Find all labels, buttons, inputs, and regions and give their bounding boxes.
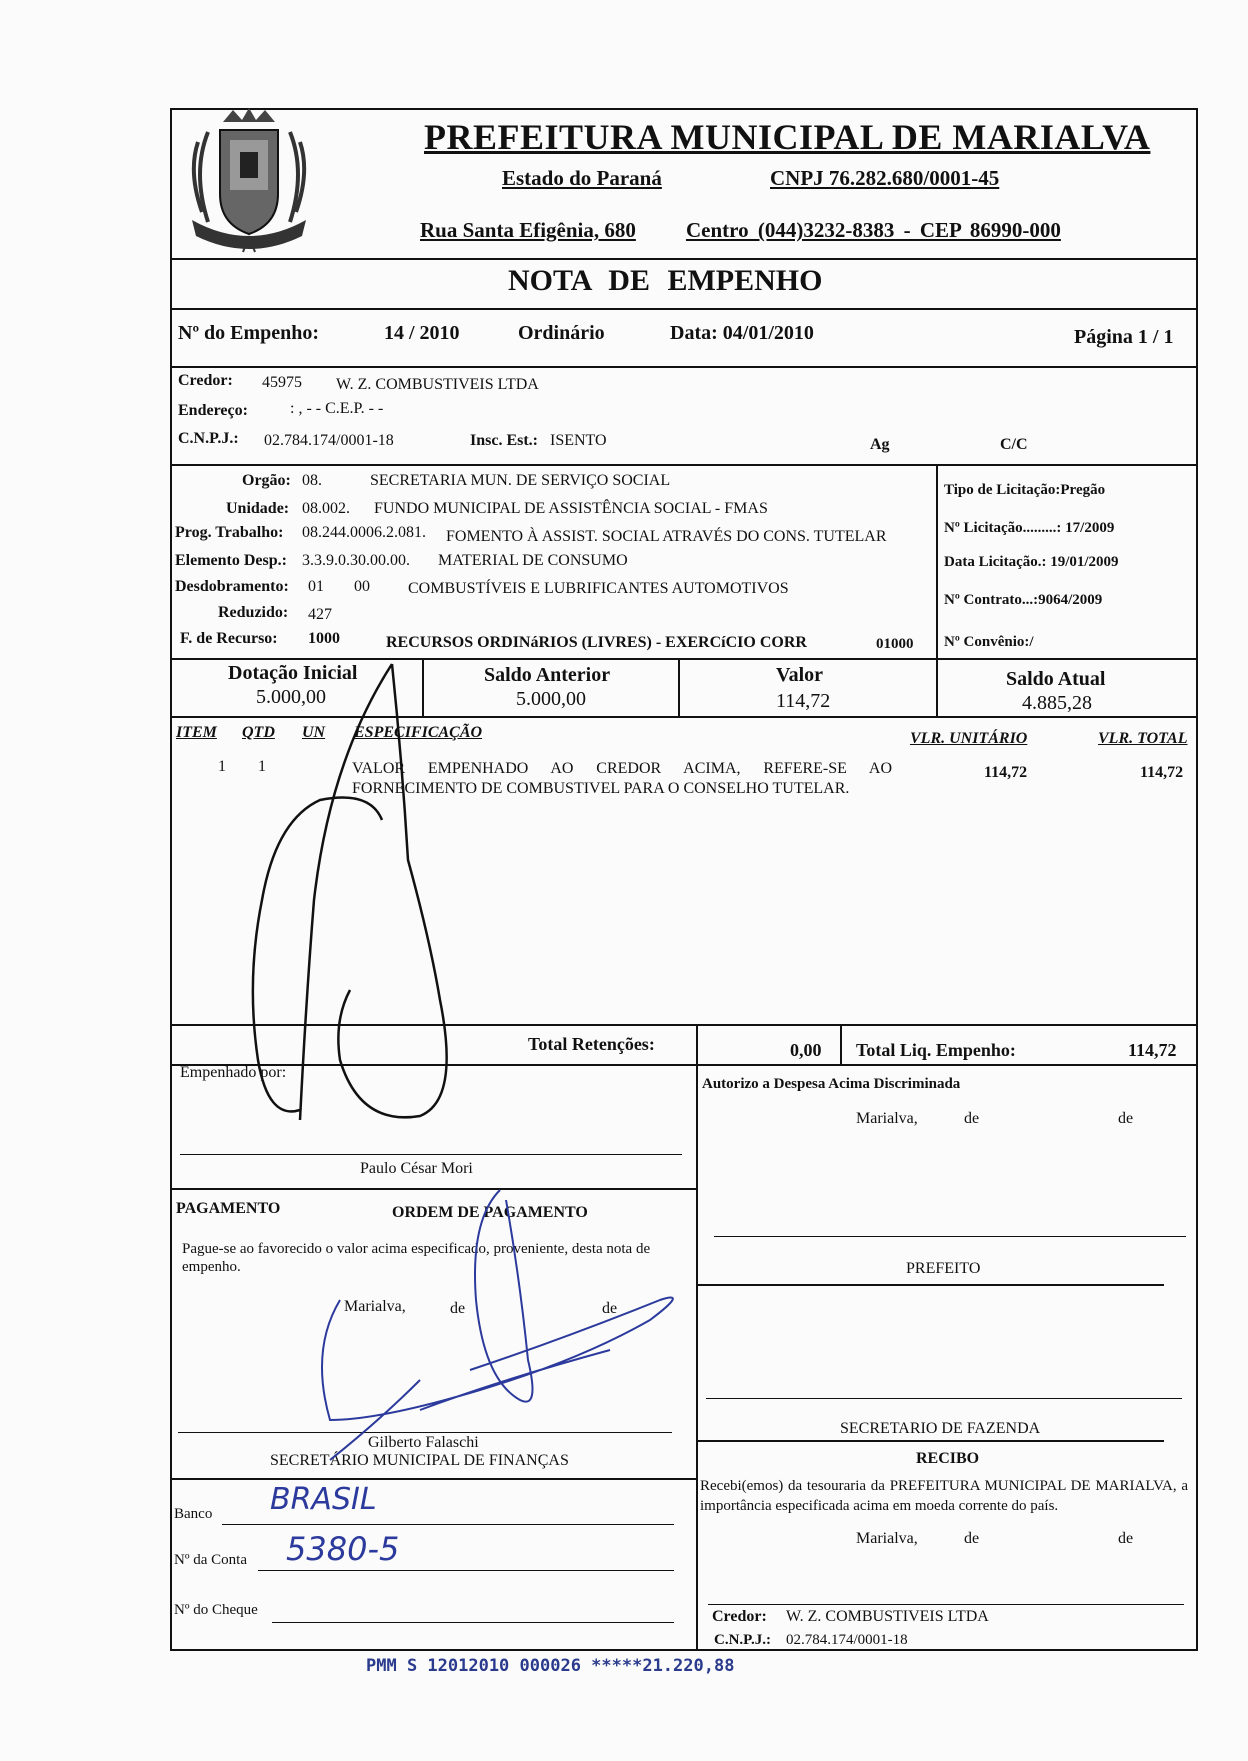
saldo-atual-label: Saldo Atual (1006, 668, 1106, 690)
licitacao-convenio: Nº Convênio:/ (944, 634, 1034, 650)
ordem-pagamento-label: ORDEM DE PAGAMENTO (392, 1204, 588, 1221)
cnpj-label: C.N.P.J.: (178, 430, 239, 447)
saldo-anterior-label: Saldo Anterior (484, 664, 611, 686)
header-cnpj: CNPJ 76.282.680/0001-45 (770, 166, 1000, 190)
left-de-1: de (450, 1300, 466, 1317)
empenho-type: Ordinário (518, 322, 605, 344)
recibo-label: RECIBO (916, 1450, 980, 1467)
right-de-1: de (964, 1110, 980, 1127)
pagamento-label: PAGAMENTO (176, 1200, 281, 1217)
credor-name: W. Z. COMBUSTIVEIS LTDA (336, 376, 539, 393)
recibo-cnpj-label: C.N.P.J.: (714, 1632, 771, 1648)
item-unit-value: 114,72 (984, 764, 1028, 781)
empenhado-label: Empenhado por: (180, 1064, 287, 1081)
banco-value: BRASIL (270, 1482, 377, 1517)
page-number: Página 1 / 1 (1074, 326, 1174, 348)
right-de-2: de (1118, 1110, 1134, 1127)
col-spec: ESPECIFICAÇÃO (354, 724, 483, 741)
autorizo-text: Autorizo a Despesa Acima Discriminada (702, 1076, 961, 1092)
liq-label: Total Liq. Empenho: (856, 1040, 1016, 1060)
mechanical-stamp: PMM S 12012010 000026 *****21.220,88 (366, 1656, 735, 1676)
recibo-credor-name: W. Z. COMBUSTIVEIS LTDA (786, 1608, 989, 1625)
reduzido-code: 427 (308, 606, 332, 623)
fonte-desc: RECURSOS ORDINáRIOS (LIVRES) - EXERCíCIO CORR (386, 634, 807, 651)
desdobramento-label: Desdobramento: (175, 578, 289, 595)
item-spec-line-2: FORNECIMENTO DE COMBUSTIVEL PARA O CONSELHO TUTELAR. (352, 780, 850, 797)
dotacao-label: Dotação Inicial (228, 662, 358, 684)
item-number: 1 (218, 758, 226, 775)
right-de-4: de (1118, 1530, 1134, 1547)
orgao-desc: SECRETARIA MUN. DE SERVIÇO SOCIAL (370, 472, 671, 489)
col-total-value: VLR. TOTAL (1098, 730, 1188, 747)
header-state: Estado do Paraná (502, 166, 662, 190)
desdobramento-code-2: 00 (354, 578, 370, 595)
dotacao-value: 5.000,00 (256, 686, 326, 708)
prog-label: Prog. Trabalho: (175, 524, 284, 541)
cnpj-value: 02.784.174/0001-18 (264, 432, 394, 449)
fonte-label: F. de Recurso: (180, 630, 278, 647)
elemento-code: 3.3.9.0.30.00.00. (302, 552, 410, 569)
credor-code: 45975 (262, 374, 302, 391)
orgao-code: 08. (302, 472, 322, 489)
orgao-label: Orgão: (242, 472, 291, 489)
elemento-label: Elemento Desp.: (175, 552, 287, 569)
header-contact: Centro (044)3232-8383 - CEP 86990-000 (686, 218, 1061, 242)
unidade-label: Unidade: (226, 500, 290, 517)
cc-label: C/C (1000, 436, 1028, 453)
recibo-text: Recebi(emos) da tesouraria da PREFEITURA MUNICIPAL DE MARIALVA, a importância especificada acima em moeda corrente do país. (700, 1478, 1188, 1514)
address-value: : , - - C.E.P. - - (290, 400, 384, 417)
insc-value: ISENTO (550, 432, 607, 449)
recibo-credor-label: Credor: (712, 1608, 767, 1625)
col-un: UN (302, 724, 326, 741)
desdobramento-code-1: 01 (308, 578, 324, 595)
empenho-number: 14 / 2010 (384, 322, 460, 344)
left-de-2: de (602, 1300, 618, 1317)
fonte-code: 1000 (308, 630, 340, 647)
credor-label: Credor: (178, 372, 233, 389)
empenho-date: Data: 04/01/2010 (670, 322, 814, 344)
saldo-anterior-value: 5.000,00 (516, 688, 586, 710)
item-qtd: 1 (258, 758, 266, 775)
ag-label: Ag (870, 436, 890, 453)
desdobramento-desc: COMBUSTÍVEIS E LUBRIFICANTES AUTOMOTIVOS (408, 580, 789, 597)
licitacao-numero: Nº Licitação.........: 17/2009 (944, 520, 1115, 536)
unidade-desc: FUNDO MUNICIPAL DE ASSISTÊNCIA SOCIAL - FMAS (374, 500, 768, 517)
reduzido-label: Reduzido: (218, 604, 289, 621)
col-qtd: QTD (242, 724, 275, 741)
insc-label: Insc. Est.: (470, 432, 539, 449)
left-city: Marialva, (344, 1298, 406, 1315)
document-title: NOTA DE EMPENHO (508, 264, 823, 297)
licitacao-tipo: Tipo de Licitação:Pregão (944, 482, 1106, 498)
empenho-number-label: Nº do Empenho: (178, 322, 320, 344)
address-label: Endereço: (178, 402, 248, 419)
sec-fazenda-label: SECRETARIO DE FAZENDA (840, 1420, 1041, 1437)
right-city-2: Marialva, (856, 1530, 918, 1547)
prog-code: 08.244.0006.2.081. (302, 524, 426, 541)
liq-value: 114,72 (1128, 1040, 1177, 1060)
header-title: PREFEITURA MUNICIPAL DE MARIALVA (424, 117, 1151, 157)
header-street: Rua Santa Efigênia, 680 (420, 218, 636, 242)
pague-text: Pague-se ao favorecido o valor acima especificado, proveniente, desta nota de empenho. (182, 1241, 651, 1275)
retencoes-label: Total Retenções: (528, 1034, 655, 1054)
empenhado-name: Paulo César Mori (360, 1160, 473, 1177)
valor-value: 114,72 (776, 690, 831, 712)
saldo-atual-value: 4.885,28 (1022, 692, 1092, 714)
secretario-name: Gilberto Falaschi (368, 1434, 479, 1451)
retencoes-value: 0,00 (790, 1040, 822, 1060)
unidade-code: 08.002. (302, 500, 350, 517)
banco-label: Banco (174, 1506, 213, 1522)
recibo-cnpj: 02.784.174/0001-18 (786, 1632, 908, 1648)
valor-label: Valor (776, 664, 824, 686)
right-city-1: Marialva, (856, 1110, 918, 1127)
prog-desc: FOMENTO À ASSIST. SOCIAL ATRAVÉS DO CONS. TUTELAR (446, 528, 887, 545)
item-spec-line-1: VALOR EMPENHADO AO CREDOR ACIMA, REFERE-SE AO (352, 760, 892, 777)
conta-value: 5380-5 (286, 1530, 400, 1568)
cheque-label: Nº do Cheque (174, 1602, 258, 1618)
elemento-desc: MATERIAL DE CONSUMO (438, 552, 628, 569)
prefeito-label: PREFEITO (906, 1260, 981, 1277)
licitacao-contrato: Nº Contrato...:9064/2009 (944, 592, 1103, 608)
secretario-title: SECRETÁRIO MUNICIPAL DE FINANÇAS (270, 1452, 569, 1469)
licitacao-data: Data Licitação.: 19/01/2009 (944, 554, 1119, 570)
fonte-sub: 01000 (876, 636, 914, 652)
conta-label: Nº da Conta (174, 1552, 247, 1568)
right-de-3: de (964, 1530, 980, 1547)
col-unit-value: VLR. UNITÁRIO (910, 730, 1028, 747)
col-item: ITEM (176, 724, 217, 741)
item-total-value: 114,72 (1140, 764, 1184, 781)
